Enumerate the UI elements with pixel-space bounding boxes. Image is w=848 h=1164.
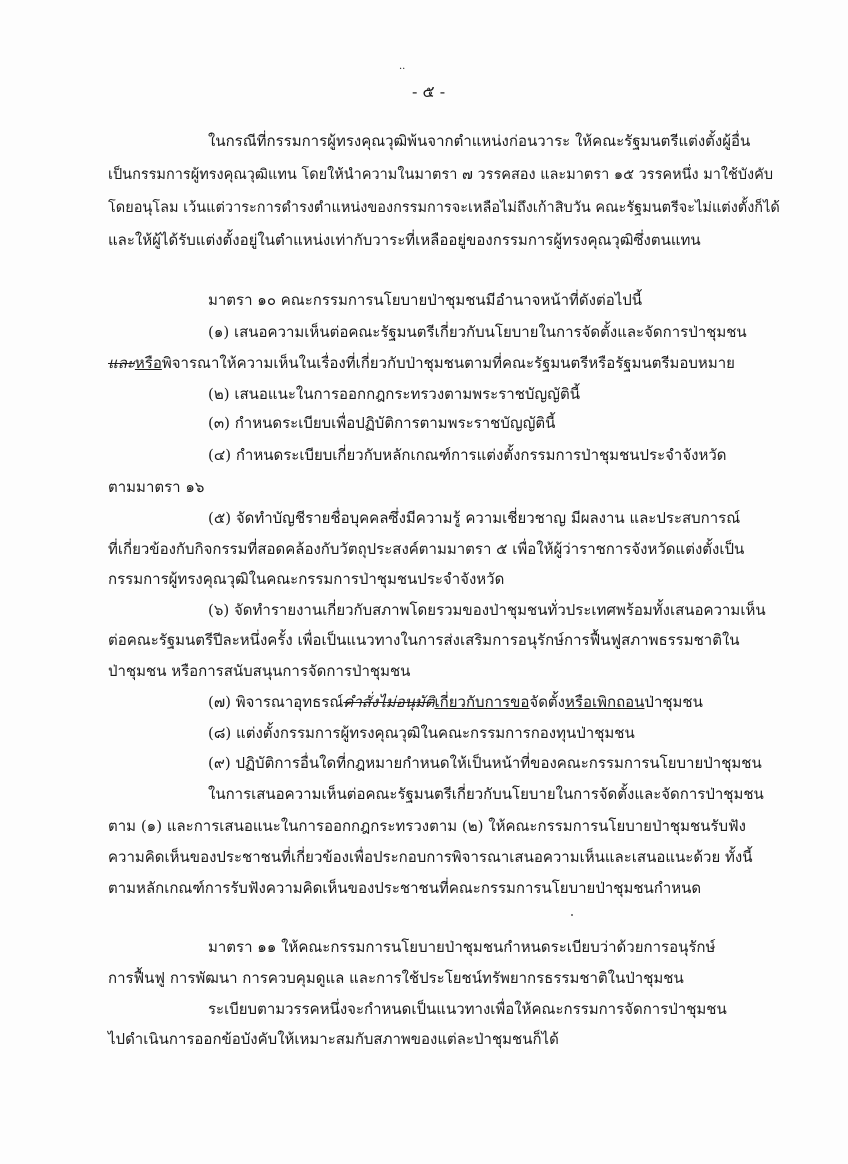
body-line: ในการเสนอความเห็นต่อคณะรัฐมนตรีเกี่ยวกับนโยบายในการจัดตั้งและจัดการป่าชุมชน — [208, 785, 764, 803]
body-line: (๒) เสนอแนะในการออกกฎกระทรวงตามพระราชบัญญัตินี้ — [208, 385, 580, 403]
body-line: (๘) แต่งตั้งกรรมการผู้ทรงคุณวุฒิในคณะกรรมการกองทุนป่าชุมชน — [208, 724, 635, 742]
body-line: ระเบียบตามวรรคหนึ่งจะกำหนดเป็นแนวทางเพื่อให้คณะกรรมการจัดการป่าชุมชน — [208, 1000, 727, 1018]
section-heading: มาตรา ๑๑ ให้คณะกรรมการนโยบายป่าชุมชนกำหนดระเบียบว่าด้วยการอนุรักษ์ — [208, 938, 716, 956]
body-line-edited — [208, 692, 703, 712]
body-line: โดยอนุโลม เว้นแต่วาระการดำรงตำแหน่งของกรรมการจะเหลือไม่ถึงเก้าสิบวัน คณะรัฐมนตรีจะไม่แต่งตั้งก็ได้ — [108, 200, 780, 216]
body-line: การฟื้นฟู การพัฒนา การควบคุมดูแล และการใช้ประโยชน์ทรัพยากรธรรมชาติในป่าชุมชน — [108, 969, 684, 987]
struck-text: คำสั่งไม่อนุมัติ — [343, 693, 435, 711]
body-text: จัดตั้ง — [529, 693, 566, 711]
body-text: พิจารณาให้ความเห็นในเรื่องที่เกี่ยวกับป่าชุมชนตามที่คณะรัฐมนตรีหรือรัฐมนตรีมอบหมาย — [161, 354, 735, 372]
body-text: ป่าชุมชน — [644, 693, 703, 711]
body-line: ป่าชุมชน หรือการสนับสนุนการจัดการป่าชุมชน — [108, 662, 411, 680]
body-line: (๕) จัดทำบัญชีรายชื่อบุคคลซึ่งมีความรู้ ความเชี่ยวชาญ มีผลงาน และประสบการณ์ — [208, 509, 741, 527]
body-line: ที่เกี่ยวข้องกับกิจกรรมที่สอดคล้องกับวัตถุประสงค์ตามมาตรา ๕ เพื่อให้ผู้ว่าราชการจังหวัดแต่งตั้งเป็น — [108, 540, 745, 558]
body-line: ต่อคณะรัฐมนตรีปีละหนึ่งครั้ง เพื่อเป็นแนวทางในการส่งเสริมการอนุรักษ์การฟื้นฟูสภาพธรรมชาติใน — [108, 631, 740, 649]
body-line: ตามหลักเกณฑ์การรับฟังความคิดเห็นของประชาชนที่คณะกรรมการนโยบายป่าชุมชนกำหนด — [108, 879, 702, 897]
body-line: เป็นกรรมการผู้ทรงคุณวุฒิแทน โดยให้นำความในมาตรา ๗ วรรคสอง และมาตรา ๑๕ วรรคหนึ่ง มาใช้บังคับ — [108, 167, 774, 183]
body-line-edited — [108, 353, 735, 373]
body-line: กรรมการผู้ทรงคุณวุฒิในคณะกรรมการป่าชุมชนประจำจังหวัด — [108, 570, 505, 588]
body-line: ตาม (๑) และการเสนอแนะในการออกกฎกระทรวงตาม (๒) ให้คณะกรรมการนโยบายป่าชุมชนรับฟัง — [108, 817, 746, 835]
body-line: (๖) จัดทำรายงานเกี่ยวกับสภาพโดยรวมของป่าชุมชนทั่วประเทศพร้อมทั้งเสนอความเห็น — [208, 601, 766, 619]
body-text: (๗) พิจารณาอุทธรณ์ — [208, 693, 344, 711]
inserted-text: เกี่ยวกับการขอ — [434, 693, 530, 711]
body-line: และให้ผู้ได้รับแต่งตั้งอยู่ในตำแหน่งเท่ากับวาระที่เหลืออยู่ของกรรมการผู้ทรงคุณวุฒิซึ่งตนแทน — [108, 231, 701, 249]
body-line: ความคิดเห็นของประชาชนที่เกี่ยวข้องเพื่อประกอบการพิจารณาเสนอความเห็นและเสนอแนะด้วย ทั้งนี้ — [108, 848, 753, 866]
header-tick-mark: .. — [399, 61, 406, 72]
body-line: ในกรณีที่กรรมการผู้ทรงคุณวุฒิพ้นจากตำแหน่งก่อนวาระ ให้คณะรัฐมนตรีแต่งตั้งผู้อื่น — [208, 132, 751, 150]
inserted-text: หรือเพิกถอน — [565, 693, 645, 711]
body-line: ไปดำเนินการออกข้อบังคับให้เหมาะสมกับสภาพของแต่ละป่าชุมชนก็ได้ — [108, 1030, 559, 1048]
struck-text: และ — [108, 354, 135, 372]
section-heading: มาตรา ๑๐ คณะกรรมการนโยบายป่าชุมชนมีอำนาจหน้าที่ดังต่อไปนี้ — [208, 291, 643, 309]
body-line: (๓) กำหนดระเบียบเพื่อปฏิบัติการตามพระราชบัญญัตินี้ — [208, 414, 556, 432]
body-line: (๑) เสนอความเห็นต่อคณะรัฐมนตรีเกี่ยวกับนโยบายในการจัดตั้งและจัดการป่าชุมชน — [208, 323, 747, 341]
body-line: (๔) กำหนดระเบียบเกี่ยวกับหลักเกณฑ์การแต่งตั้งกรรมการป่าชุมชนประจำจังหวัด — [208, 446, 727, 464]
body-line: ตามมาตรา ๑๖ — [108, 478, 205, 496]
scan-speck — [571, 914, 573, 916]
page-number: - ๕ - — [412, 82, 446, 101]
body-line: (๙) ปฏิบัติการอื่นใดที่กฎหมายกำหนดให้เป็นหน้าที่ของคณะกรรมการนโยบายป่าชุมชน — [208, 754, 762, 772]
inserted-text: หรือ — [134, 354, 162, 372]
